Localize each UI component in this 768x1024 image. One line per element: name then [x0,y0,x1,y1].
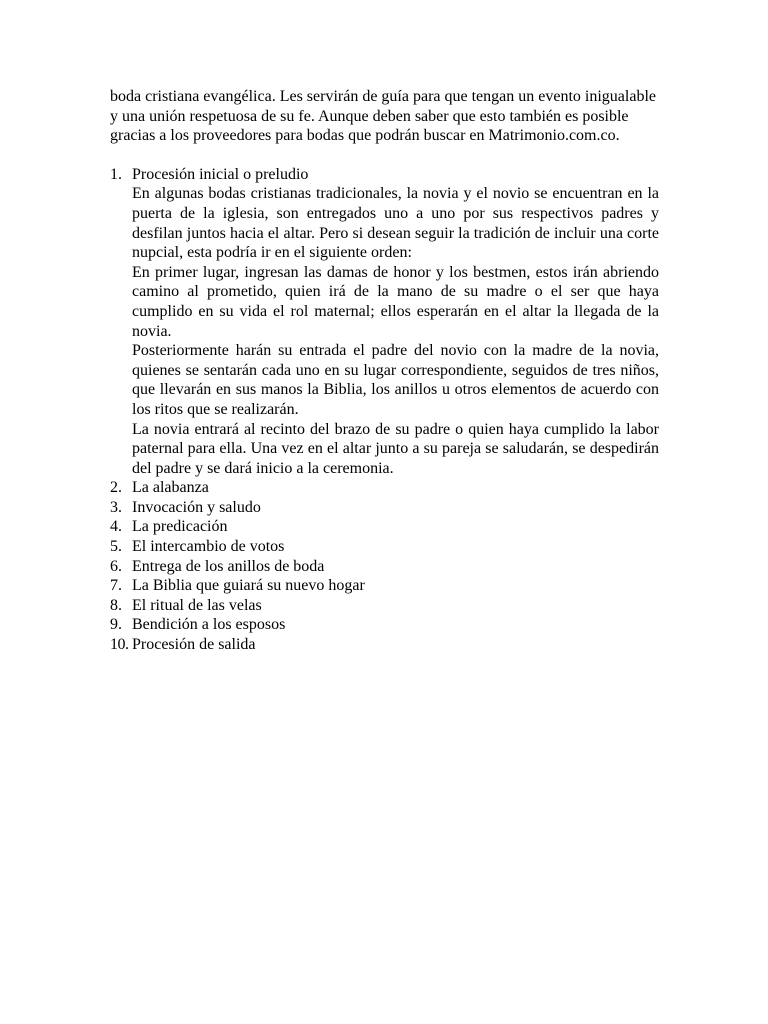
ceremony-steps-list [110,165,659,655]
list-item-number: 3. [110,498,122,516]
document-page [110,87,659,655]
list-item [110,635,659,655]
list-item-title: Bendición a los esposos [132,616,286,634]
list-item-number: 2. [110,479,122,497]
list-item-number: 6. [110,557,122,575]
list-item-number: 4. [110,518,122,536]
list-item-number: 5. [110,538,122,556]
list-item-title: La predicación [132,518,228,536]
list-item-title: Invocación y saludo [132,498,261,516]
list-item [110,517,659,537]
list-item-title: El ritual de las velas [132,596,262,614]
list-item [110,165,659,479]
intro-paragraph: boda cristiana evangélica. Les servirán de guía para que tengan un evento inigualable y una unión respetuosa de su fe. Aunque deben saber que esto también es posible gracias a los proveedores para bodas que podrán buscar en Matrimonio.com.co. [110,88,656,145]
list-item-title: Entrega de los anillos de boda [132,557,325,575]
list-item [110,576,659,596]
list-item-number: 8. [110,596,122,614]
list-item [110,557,659,577]
list-item-number: 1. [110,165,122,183]
list-item-title: El intercambio de votos [132,538,285,556]
list-item [110,537,659,557]
list-item [110,596,659,616]
list-item [110,498,659,518]
step-paragraph: Posteriormente harán su entrada el padre del novio con la madre de la novia, quienes se sentarán cada uno en su lugar correspondiente, seguidos de tres niños, que llevarán en sus manos la Biblia, los anillos u otros elementos de acuerdo con los ritos que se realizarán. [132,342,659,418]
step-paragraph: La novia entrará al recinto del brazo de su padre o quien haya cumplido la labor paternal para ella. Una vez en el altar junto a su pareja se saludarán, se despedirán del padre y se dará inicio a la ceremonia. [132,420,659,477]
list-item-number: 9. [110,616,122,634]
list-item-title: Procesión inicial o preludio [132,165,309,183]
list-item [110,478,659,498]
list-item-title: La Biblia que guiará su nuevo hogar [132,577,365,595]
step-paragraph: En algunas bodas cristianas tradicionales, la novia y el novio se encuentran en la puerta de la iglesia, son entregados uno a uno por sus respectivos padres y desfilan juntos hacia el altar. Pero si desean seguir la tradición de incluir una corte nupcial, esta podría ir en el siguiente orden: [132,185,659,262]
list-item-title: La alabanza [132,479,209,497]
list-item-title: Procesión de salida [132,636,256,654]
list-item-number: 10. [110,636,129,654]
step-paragraph: En primer lugar, ingresan las damas de honor y los bestmen, estos irán abriendo camino al prometido, quien irá de la mano de su madre o el ser que haya cumplido en su vida el rol maternal; ellos esperarán en el altar la llegada de la novia. [132,263,659,340]
list-item [110,615,659,635]
list-item-number: 7. [110,577,122,595]
